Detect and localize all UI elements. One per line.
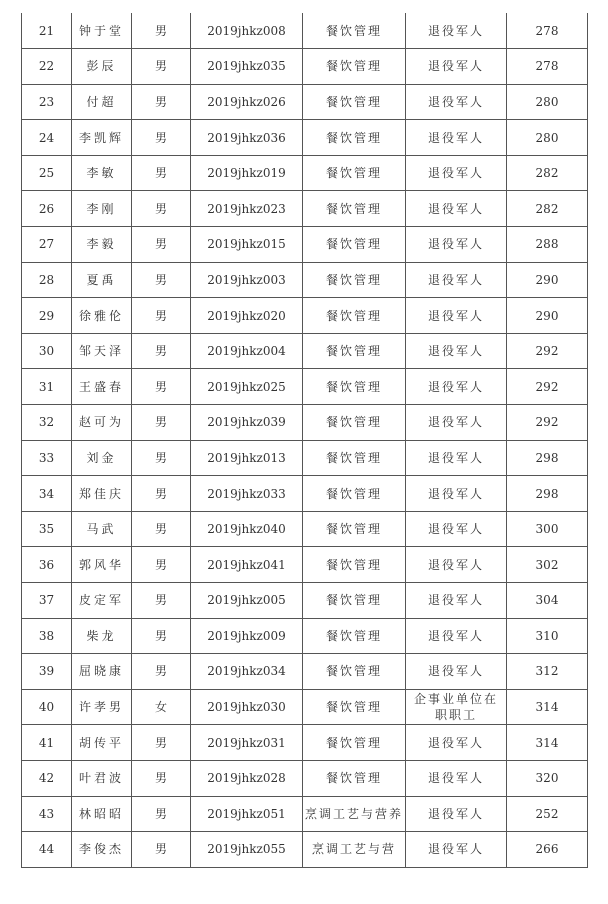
major-cell: 餐饮管理 xyxy=(303,49,406,85)
category-cell: 退役军人 xyxy=(406,333,507,369)
score-cell: 282 xyxy=(507,191,588,227)
exam-id-cell: 2019jhkz008 xyxy=(191,13,303,49)
row-number-cell: 41 xyxy=(22,725,72,761)
major-cell: 烹调工艺与营养 xyxy=(303,796,406,832)
exam-id-cell: 2019jhkz039 xyxy=(191,405,303,441)
row-number-cell: 22 xyxy=(22,49,72,85)
row-number-cell: 37 xyxy=(22,583,72,619)
exam-id-cell: 2019jhkz013 xyxy=(191,440,303,476)
category-cell: 退役军人 xyxy=(406,369,507,405)
major-cell: 餐饮管理 xyxy=(303,689,406,725)
name-cell: 李刚 xyxy=(72,191,132,227)
table-row xyxy=(22,298,588,334)
table-row xyxy=(22,689,588,725)
category-cell: 退役军人 xyxy=(406,511,507,547)
gender-cell: 男 xyxy=(132,725,191,761)
exam-id-cell: 2019jhkz040 xyxy=(191,511,303,547)
score-cell: 280 xyxy=(507,120,588,156)
table-row xyxy=(22,476,588,512)
category-cell: 退役军人 xyxy=(406,760,507,796)
name-cell: 刘金 xyxy=(72,440,132,476)
table-row xyxy=(22,155,588,191)
name-cell: 马武 xyxy=(72,511,132,547)
results-table xyxy=(21,13,588,868)
gender-cell: 男 xyxy=(132,405,191,441)
table-row xyxy=(22,333,588,369)
table-row xyxy=(22,369,588,405)
score-cell: 304 xyxy=(507,583,588,619)
exam-id-cell: 2019jhkz055 xyxy=(191,832,303,868)
gender-cell: 男 xyxy=(132,547,191,583)
category-cell: 退役军人 xyxy=(406,84,507,120)
score-cell: 290 xyxy=(507,262,588,298)
name-cell: 柴龙 xyxy=(72,618,132,654)
major-cell: 餐饮管理 xyxy=(303,476,406,512)
major-cell: 餐饮管理 xyxy=(303,84,406,120)
gender-cell: 男 xyxy=(132,618,191,654)
gender-cell: 男 xyxy=(132,440,191,476)
row-number-cell: 42 xyxy=(22,760,72,796)
table-row xyxy=(22,191,588,227)
category-cell: 退役军人 xyxy=(406,405,507,441)
name-cell: 徐雅伦 xyxy=(72,298,132,334)
category-cell: 退役军人 xyxy=(406,725,507,761)
gender-cell: 男 xyxy=(132,298,191,334)
major-cell: 餐饮管理 xyxy=(303,725,406,761)
major-cell: 餐饮管理 xyxy=(303,654,406,690)
exam-id-cell: 2019jhkz041 xyxy=(191,547,303,583)
exam-id-cell: 2019jhkz020 xyxy=(191,298,303,334)
category-cell: 退役军人 xyxy=(406,13,507,49)
category-cell: 退役军人 xyxy=(406,547,507,583)
gender-cell: 男 xyxy=(132,84,191,120)
gender-cell: 男 xyxy=(132,832,191,868)
major-cell: 餐饮管理 xyxy=(303,583,406,619)
exam-id-cell: 2019jhkz026 xyxy=(191,84,303,120)
row-number-cell: 39 xyxy=(22,654,72,690)
name-cell: 林昭昭 xyxy=(72,796,132,832)
score-cell: 278 xyxy=(507,49,588,85)
exam-id-cell: 2019jhkz004 xyxy=(191,333,303,369)
category-cell: 退役军人 xyxy=(406,49,507,85)
table-row xyxy=(22,796,588,832)
table-body xyxy=(22,13,588,867)
category-cell: 退役军人 xyxy=(406,227,507,263)
exam-id-cell: 2019jhkz019 xyxy=(191,155,303,191)
major-cell: 餐饮管理 xyxy=(303,13,406,49)
name-cell: 邹天泽 xyxy=(72,333,132,369)
exam-id-cell: 2019jhkz003 xyxy=(191,262,303,298)
category-cell: 退役军人 xyxy=(406,262,507,298)
row-number-cell: 36 xyxy=(22,547,72,583)
score-cell: 310 xyxy=(507,618,588,654)
row-number-cell: 23 xyxy=(22,84,72,120)
score-cell: 292 xyxy=(507,369,588,405)
score-cell: 252 xyxy=(507,796,588,832)
major-cell: 餐饮管理 xyxy=(303,227,406,263)
score-cell: 302 xyxy=(507,547,588,583)
major-cell: 餐饮管理 xyxy=(303,760,406,796)
category-cell: 退役军人 xyxy=(406,796,507,832)
exam-id-cell: 2019jhkz036 xyxy=(191,120,303,156)
major-cell: 餐饮管理 xyxy=(303,405,406,441)
score-cell: 280 xyxy=(507,84,588,120)
row-number-cell: 26 xyxy=(22,191,72,227)
name-cell: 屈晓康 xyxy=(72,654,132,690)
table-row xyxy=(22,120,588,156)
name-cell: 许孝男 xyxy=(72,689,132,725)
score-cell: 300 xyxy=(507,511,588,547)
row-number-cell: 31 xyxy=(22,369,72,405)
gender-cell: 男 xyxy=(132,369,191,405)
score-cell: 314 xyxy=(507,725,588,761)
score-cell: 314 xyxy=(507,689,588,725)
gender-cell: 男 xyxy=(132,333,191,369)
table-row xyxy=(22,583,588,619)
category-cell: 企事业单位在职职工 xyxy=(406,689,507,725)
major-cell: 餐饮管理 xyxy=(303,120,406,156)
category-cell: 退役军人 xyxy=(406,155,507,191)
gender-cell: 男 xyxy=(132,13,191,49)
gender-cell: 男 xyxy=(132,654,191,690)
row-number-cell: 25 xyxy=(22,155,72,191)
exam-id-cell: 2019jhkz031 xyxy=(191,725,303,761)
table-row xyxy=(22,511,588,547)
row-number-cell: 30 xyxy=(22,333,72,369)
row-number-cell: 44 xyxy=(22,832,72,868)
exam-id-cell: 2019jhkz035 xyxy=(191,49,303,85)
score-cell: 312 xyxy=(507,654,588,690)
score-cell: 292 xyxy=(507,405,588,441)
gender-cell: 男 xyxy=(132,511,191,547)
major-cell: 餐饮管理 xyxy=(303,369,406,405)
row-number-cell: 24 xyxy=(22,120,72,156)
exam-id-cell: 2019jhkz033 xyxy=(191,476,303,512)
major-cell: 餐饮管理 xyxy=(303,262,406,298)
name-cell: 郑佳庆 xyxy=(72,476,132,512)
gender-cell: 男 xyxy=(132,120,191,156)
name-cell: 皮定军 xyxy=(72,583,132,619)
row-number-cell: 40 xyxy=(22,689,72,725)
name-cell: 李毅 xyxy=(72,227,132,263)
score-cell: 278 xyxy=(507,13,588,49)
table-row xyxy=(22,262,588,298)
row-number-cell: 35 xyxy=(22,511,72,547)
major-cell: 餐饮管理 xyxy=(303,155,406,191)
table-row xyxy=(22,227,588,263)
major-cell: 餐饮管理 xyxy=(303,440,406,476)
table-row xyxy=(22,440,588,476)
row-number-cell: 34 xyxy=(22,476,72,512)
table-row xyxy=(22,654,588,690)
name-cell: 王盛春 xyxy=(72,369,132,405)
exam-id-cell: 2019jhkz015 xyxy=(191,227,303,263)
row-number-cell: 28 xyxy=(22,262,72,298)
score-cell: 292 xyxy=(507,333,588,369)
name-cell: 夏禹 xyxy=(72,262,132,298)
category-cell: 退役军人 xyxy=(406,191,507,227)
category-cell: 退役军人 xyxy=(406,583,507,619)
score-cell: 290 xyxy=(507,298,588,334)
table-row xyxy=(22,13,588,49)
exam-id-cell: 2019jhkz023 xyxy=(191,191,303,227)
table-row xyxy=(22,547,588,583)
category-cell: 退役军人 xyxy=(406,298,507,334)
exam-id-cell: 2019jhkz025 xyxy=(191,369,303,405)
score-cell: 320 xyxy=(507,760,588,796)
name-cell: 李凯辉 xyxy=(72,120,132,156)
exam-id-cell: 2019jhkz034 xyxy=(191,654,303,690)
gender-cell: 男 xyxy=(132,227,191,263)
exam-id-cell: 2019jhkz009 xyxy=(191,618,303,654)
name-cell: 付超 xyxy=(72,84,132,120)
table-row xyxy=(22,84,588,120)
category-cell: 退役军人 xyxy=(406,832,507,868)
category-cell: 退役军人 xyxy=(406,120,507,156)
category-cell: 退役军人 xyxy=(406,654,507,690)
table-row xyxy=(22,618,588,654)
name-cell: 胡传平 xyxy=(72,725,132,761)
gender-cell: 男 xyxy=(132,155,191,191)
row-number-cell: 43 xyxy=(22,796,72,832)
major-cell: 烹调工艺与营 xyxy=(303,832,406,868)
row-number-cell: 27 xyxy=(22,227,72,263)
exam-id-cell: 2019jhkz028 xyxy=(191,760,303,796)
name-cell: 李俊杰 xyxy=(72,832,132,868)
score-cell: 266 xyxy=(507,832,588,868)
row-number-cell: 29 xyxy=(22,298,72,334)
gender-cell: 男 xyxy=(132,49,191,85)
gender-cell: 女 xyxy=(132,689,191,725)
category-cell: 退役军人 xyxy=(406,618,507,654)
gender-cell: 男 xyxy=(132,760,191,796)
name-cell: 郭风华 xyxy=(72,547,132,583)
name-cell: 钟于堂 xyxy=(72,13,132,49)
major-cell: 餐饮管理 xyxy=(303,618,406,654)
exam-id-cell: 2019jhkz051 xyxy=(191,796,303,832)
score-cell: 288 xyxy=(507,227,588,263)
major-cell: 餐饮管理 xyxy=(303,333,406,369)
major-cell: 餐饮管理 xyxy=(303,511,406,547)
exam-id-cell: 2019jhkz030 xyxy=(191,689,303,725)
category-cell: 退役军人 xyxy=(406,476,507,512)
category-cell: 退役军人 xyxy=(406,440,507,476)
table-row xyxy=(22,405,588,441)
exam-id-cell: 2019jhkz005 xyxy=(191,583,303,619)
table-row xyxy=(22,832,588,868)
row-number-cell: 33 xyxy=(22,440,72,476)
row-number-cell: 21 xyxy=(22,13,72,49)
name-cell: 李敏 xyxy=(72,155,132,191)
score-cell: 298 xyxy=(507,440,588,476)
gender-cell: 男 xyxy=(132,583,191,619)
score-cell: 282 xyxy=(507,155,588,191)
gender-cell: 男 xyxy=(132,262,191,298)
score-cell: 298 xyxy=(507,476,588,512)
major-cell: 餐饮管理 xyxy=(303,547,406,583)
gender-cell: 男 xyxy=(132,476,191,512)
major-cell: 餐饮管理 xyxy=(303,191,406,227)
gender-cell: 男 xyxy=(132,796,191,832)
gender-cell: 男 xyxy=(132,191,191,227)
row-number-cell: 32 xyxy=(22,405,72,441)
name-cell: 赵可为 xyxy=(72,405,132,441)
row-number-cell: 38 xyxy=(22,618,72,654)
name-cell: 叶君波 xyxy=(72,760,132,796)
major-cell: 餐饮管理 xyxy=(303,298,406,334)
name-cell: 彭辰 xyxy=(72,49,132,85)
table-row xyxy=(22,725,588,761)
table-row xyxy=(22,760,588,796)
table-row xyxy=(22,49,588,85)
